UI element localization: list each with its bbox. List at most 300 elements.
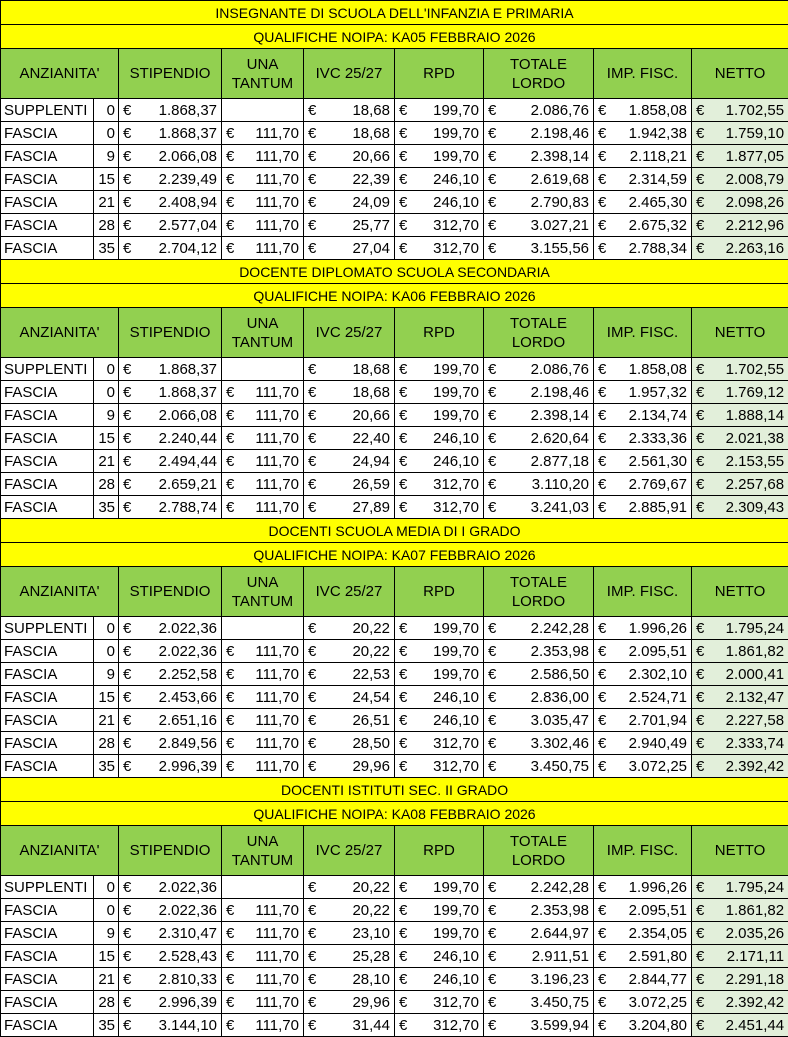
- currency-symbol: €: [598, 499, 606, 516]
- column-header-row: [1, 308, 788, 358]
- amount-value: 2.644,97: [531, 925, 589, 942]
- currency-symbol: €: [488, 971, 496, 988]
- stipendio-cell: [119, 99, 222, 122]
- table-row: [1, 145, 788, 168]
- amount-value: 2.788,74: [159, 499, 217, 516]
- row-label: SUPPLENTI: [1, 358, 94, 381]
- row-years: 28: [94, 214, 119, 237]
- amount-value: 312,70: [433, 994, 479, 1011]
- netto-cell: [692, 237, 788, 260]
- row-years: 21: [94, 450, 119, 473]
- totale-lordo-cell: [484, 122, 594, 145]
- row-label: FASCIA: [1, 404, 94, 427]
- una-tantum-cell: [222, 237, 304, 260]
- currency-symbol: €: [598, 171, 606, 188]
- amount-value: 25,28: [352, 948, 390, 965]
- currency-symbol: €: [598, 194, 606, 211]
- currency-symbol: €: [308, 217, 316, 234]
- amount-value: 2.242,28: [531, 620, 589, 637]
- row-label: FASCIA: [1, 755, 94, 778]
- amount-value: 28,50: [352, 735, 390, 752]
- amount-value: 2.940,49: [629, 735, 687, 752]
- amount-value: 3.144,10: [159, 1017, 217, 1034]
- amount-value: 312,70: [433, 476, 479, 493]
- amount-value: 199,70: [433, 643, 479, 660]
- amount-value: 2.911,51: [532, 948, 589, 965]
- currency-symbol: €: [399, 620, 407, 637]
- header-anzianita: ANZIANITA': [1, 567, 119, 617]
- currency-symbol: €: [488, 666, 496, 683]
- amount-value: 29,96: [352, 758, 390, 775]
- currency-symbol: €: [488, 430, 496, 447]
- amount-value: 1.996,26: [629, 620, 687, 637]
- amount-value: 2.885,91: [629, 499, 687, 516]
- currency-symbol: €: [123, 194, 131, 211]
- amount-value: 199,70: [433, 102, 479, 119]
- amount-value: 24,94: [352, 453, 390, 470]
- currency-symbol: €: [598, 453, 606, 470]
- section-title: INSEGNANTE DI SCUOLA DELL'INFANZIA E PRIMARIA: [1, 1, 788, 25]
- section-subtitle: QUALIFICHE NOIPA: KA07 FEBBRAIO 2026: [1, 543, 788, 567]
- ivc-cell: [304, 473, 395, 496]
- una-tantum-cell: [222, 358, 304, 381]
- amount-value: 2.212,96: [726, 217, 784, 234]
- stipendio-cell: [119, 427, 222, 450]
- currency-symbol: €: [696, 994, 704, 1011]
- currency-symbol: €: [226, 712, 234, 729]
- amount-value: 1.868,37: [159, 361, 217, 378]
- totale-lordo-cell: [484, 617, 594, 640]
- amount-value: 2.524,71: [629, 689, 687, 706]
- amount-value: 18,68: [352, 384, 390, 401]
- imp-fisc-cell: [594, 450, 692, 473]
- section-title: DOCENTI SCUOLA MEDIA DI I GRADO: [1, 519, 788, 543]
- amount-value: 2.701,94: [629, 712, 687, 729]
- amount-value: 1.795,24: [726, 879, 784, 896]
- amount-value: 3.110,20: [532, 476, 589, 493]
- currency-symbol: €: [488, 194, 496, 211]
- currency-symbol: €: [308, 712, 316, 729]
- section-subtitle: QUALIFICHE NOIPA: KA05 FEBBRAIO 2026: [1, 25, 788, 49]
- currency-symbol: €: [226, 148, 234, 165]
- amount-value: 246,10: [433, 712, 479, 729]
- column-header-row: [1, 49, 788, 99]
- currency-symbol: €: [308, 453, 316, 470]
- stipendio-cell: [119, 922, 222, 945]
- totale-lordo-cell: [484, 145, 594, 168]
- amount-value: 2.451,44: [726, 1017, 784, 1034]
- imp-fisc-cell: [594, 381, 692, 404]
- amount-value: 2.095,51: [629, 902, 687, 919]
- currency-symbol: €: [696, 217, 704, 234]
- rpd-cell: [395, 473, 484, 496]
- row-label: FASCIA: [1, 473, 94, 496]
- amount-value: 31,44: [352, 1017, 390, 1034]
- header-rpd: RPD: [395, 826, 484, 876]
- amount-value: 27,89: [352, 499, 390, 516]
- row-years: 21: [94, 191, 119, 214]
- netto-cell: [692, 732, 788, 755]
- totale-lordo-cell: [484, 732, 594, 755]
- rpd-cell: [395, 427, 484, 450]
- ivc-cell: [304, 145, 395, 168]
- header-totale-lordo: TOTALE LORDO: [484, 49, 594, 99]
- amount-value: 2.354,05: [629, 925, 687, 942]
- amount-value: 18,68: [352, 361, 390, 378]
- currency-symbol: €: [696, 620, 704, 637]
- amount-value: 28,10: [352, 971, 390, 988]
- table-row: [1, 732, 788, 755]
- amount-value: 2.591,80: [629, 948, 687, 965]
- imp-fisc-cell: [594, 686, 692, 709]
- una-tantum-cell: [222, 214, 304, 237]
- currency-symbol: €: [308, 620, 316, 637]
- amount-value: 246,10: [433, 689, 479, 706]
- currency-symbol: €: [696, 499, 704, 516]
- stipendio-cell: [119, 732, 222, 755]
- amount-value: 2.066,08: [159, 148, 217, 165]
- amount-value: 1.858,08: [629, 361, 687, 378]
- currency-symbol: €: [598, 384, 606, 401]
- row-years: 35: [94, 496, 119, 519]
- ivc-cell: [304, 237, 395, 260]
- totale-lordo-cell: [484, 237, 594, 260]
- currency-symbol: €: [399, 171, 407, 188]
- una-tantum-cell: [222, 945, 304, 968]
- amount-value: 1.868,37: [159, 125, 217, 142]
- amount-value: 246,10: [433, 971, 479, 988]
- netto-cell: [692, 709, 788, 732]
- table-row: [1, 237, 788, 260]
- amount-value: 2.227,58: [726, 712, 784, 729]
- rpd-cell: [395, 450, 484, 473]
- ivc-cell: [304, 450, 395, 473]
- currency-symbol: €: [488, 407, 496, 424]
- amount-value: 2.198,46: [531, 384, 589, 401]
- currency-symbol: €: [696, 879, 704, 896]
- una-tantum-cell: [222, 381, 304, 404]
- currency-symbol: €: [598, 430, 606, 447]
- imp-fisc-cell: [594, 732, 692, 755]
- una-tantum-cell: [222, 168, 304, 191]
- header-netto: NETTO: [692, 826, 788, 876]
- row-years: 21: [94, 968, 119, 991]
- amount-value: 2.000,41: [726, 666, 784, 683]
- amount-value: 2.398,14: [531, 407, 589, 424]
- currency-symbol: €: [696, 240, 704, 257]
- currency-symbol: €: [488, 620, 496, 637]
- section-title: DOCENTE DIPLOMATO SCUOLA SECONDARIA: [1, 260, 788, 284]
- table-row: [1, 99, 788, 122]
- row-label: FASCIA: [1, 663, 94, 686]
- rpd-cell: [395, 876, 484, 899]
- amount-value: 2.561,30: [629, 453, 687, 470]
- table-row: [1, 122, 788, 145]
- amount-value: 3.027,21: [531, 217, 589, 234]
- amount-value: 26,59: [352, 476, 390, 493]
- imp-fisc-cell: [594, 968, 692, 991]
- header-ivc: IVC 25/27: [304, 826, 395, 876]
- currency-symbol: €: [488, 476, 496, 493]
- amount-value: 1.795,24: [726, 620, 784, 637]
- currency-symbol: €: [123, 971, 131, 988]
- ivc-cell: [304, 191, 395, 214]
- amount-value: 1.957,32: [629, 384, 687, 401]
- imp-fisc-cell: [594, 922, 692, 945]
- amount-value: 3.072,25: [629, 994, 687, 1011]
- table-row: [1, 214, 788, 237]
- currency-symbol: €: [226, 240, 234, 257]
- header-anzianita: ANZIANITA': [1, 308, 119, 358]
- netto-cell: [692, 755, 788, 778]
- currency-symbol: €: [399, 217, 407, 234]
- stipendio-cell: [119, 755, 222, 778]
- currency-symbol: €: [308, 499, 316, 516]
- una-tantum-cell: [222, 473, 304, 496]
- table-row: [1, 899, 788, 922]
- amount-value: 24,54: [352, 689, 390, 706]
- rpd-cell: [395, 709, 484, 732]
- currency-symbol: €: [226, 453, 234, 470]
- currency-symbol: €: [226, 125, 234, 142]
- header-rpd: RPD: [395, 49, 484, 99]
- currency-symbol: €: [226, 217, 234, 234]
- currency-symbol: €: [123, 758, 131, 775]
- row-years: 28: [94, 732, 119, 755]
- ivc-cell: [304, 663, 395, 686]
- ivc-cell: [304, 496, 395, 519]
- currency-symbol: €: [226, 1017, 234, 1034]
- netto-cell: [692, 99, 788, 122]
- ivc-cell: [304, 922, 395, 945]
- ivc-cell: [304, 876, 395, 899]
- section-title: DOCENTI ISTITUTI SEC. II GRADO: [1, 778, 788, 802]
- amount-value: 111,70: [255, 902, 299, 919]
- amount-value: 22,40: [352, 430, 390, 447]
- ivc-cell: [304, 99, 395, 122]
- una-tantum-cell: [222, 899, 304, 922]
- una-tantum-cell: [222, 99, 304, 122]
- amount-value: 3.072,25: [629, 758, 687, 775]
- imp-fisc-cell: [594, 427, 692, 450]
- rpd-cell: [395, 237, 484, 260]
- currency-symbol: €: [488, 994, 496, 1011]
- currency-symbol: €: [488, 217, 496, 234]
- currency-symbol: €: [488, 148, 496, 165]
- row-label: SUPPLENTI: [1, 876, 94, 899]
- ivc-cell: [304, 991, 395, 1014]
- amount-value: 199,70: [433, 125, 479, 142]
- currency-symbol: €: [399, 643, 407, 660]
- header-una-tantum: UNA TANTUM: [222, 308, 304, 358]
- currency-symbol: €: [308, 643, 316, 660]
- ivc-cell: [304, 1014, 395, 1037]
- currency-symbol: €: [226, 430, 234, 447]
- totale-lordo-cell: [484, 755, 594, 778]
- currency-symbol: €: [598, 879, 606, 896]
- row-years: 0: [94, 358, 119, 381]
- netto-cell: [692, 991, 788, 1014]
- amount-value: 24,09: [352, 194, 390, 211]
- amount-value: 3.204,80: [629, 1017, 687, 1034]
- row-label: FASCIA: [1, 237, 94, 260]
- currency-symbol: €: [399, 102, 407, 119]
- imp-fisc-cell: [594, 1014, 692, 1037]
- row-years: 0: [94, 899, 119, 922]
- netto-cell: [692, 1014, 788, 1037]
- totale-lordo-cell: [484, 991, 594, 1014]
- amount-value: 2.408,94: [159, 194, 217, 211]
- section-subtitle-row: [1, 284, 788, 308]
- currency-symbol: €: [598, 689, 606, 706]
- netto-cell: [692, 922, 788, 945]
- currency-symbol: €: [399, 735, 407, 752]
- currency-symbol: €: [696, 902, 704, 919]
- currency-symbol: €: [696, 171, 704, 188]
- row-years: 28: [94, 473, 119, 496]
- currency-symbol: €: [123, 476, 131, 493]
- currency-symbol: €: [123, 1017, 131, 1034]
- netto-cell: [692, 473, 788, 496]
- amount-value: 2.790,83: [531, 194, 589, 211]
- currency-symbol: €: [598, 240, 606, 257]
- currency-symbol: €: [123, 407, 131, 424]
- netto-cell: [692, 404, 788, 427]
- currency-symbol: €: [488, 361, 496, 378]
- rpd-cell: [395, 640, 484, 663]
- currency-symbol: €: [226, 925, 234, 942]
- currency-symbol: €: [488, 125, 496, 142]
- currency-symbol: €: [399, 430, 407, 447]
- amount-value: 199,70: [433, 148, 479, 165]
- row-label: FASCIA: [1, 732, 94, 755]
- netto-cell: [692, 899, 788, 922]
- currency-symbol: €: [598, 125, 606, 142]
- amount-value: 111,70: [255, 735, 299, 752]
- currency-symbol: €: [696, 453, 704, 470]
- netto-cell: [692, 358, 788, 381]
- rpd-cell: [395, 991, 484, 1014]
- currency-symbol: €: [123, 148, 131, 165]
- section-title-row: [1, 260, 788, 284]
- currency-symbol: €: [226, 194, 234, 211]
- header-ivc: IVC 25/27: [304, 308, 395, 358]
- currency-symbol: €: [123, 620, 131, 637]
- amount-value: 3.155,56: [531, 240, 589, 257]
- currency-symbol: €: [226, 689, 234, 706]
- totale-lordo-cell: [484, 899, 594, 922]
- currency-symbol: €: [123, 217, 131, 234]
- currency-symbol: €: [598, 361, 606, 378]
- currency-symbol: €: [696, 925, 704, 942]
- currency-symbol: €: [123, 643, 131, 660]
- currency-symbol: €: [488, 102, 496, 119]
- amount-value: 2.095,51: [629, 643, 687, 660]
- ivc-cell: [304, 404, 395, 427]
- ivc-cell: [304, 686, 395, 709]
- currency-symbol: €: [399, 240, 407, 257]
- currency-symbol: €: [123, 735, 131, 752]
- currency-symbol: €: [123, 879, 131, 896]
- totale-lordo-cell: [484, 876, 594, 899]
- amount-value: 2.392,42: [726, 994, 784, 1011]
- amount-value: 3.302,46: [531, 735, 589, 752]
- amount-value: 111,70: [255, 430, 299, 447]
- una-tantum-cell: [222, 755, 304, 778]
- currency-symbol: €: [598, 971, 606, 988]
- rpd-cell: [395, 732, 484, 755]
- currency-symbol: €: [696, 148, 704, 165]
- amount-value: 25,77: [352, 217, 390, 234]
- table-row: [1, 473, 788, 496]
- row-label: FASCIA: [1, 214, 94, 237]
- header-imp-fisc: IMP. FISC.: [594, 308, 692, 358]
- header-stipendio: STIPENDIO: [119, 826, 222, 876]
- currency-symbol: €: [308, 476, 316, 493]
- currency-symbol: €: [488, 643, 496, 660]
- amount-value: 22,39: [352, 171, 390, 188]
- stipendio-cell: [119, 663, 222, 686]
- currency-symbol: €: [598, 712, 606, 729]
- currency-symbol: €: [696, 758, 704, 775]
- currency-symbol: €: [399, 971, 407, 988]
- netto-cell: [692, 945, 788, 968]
- currency-symbol: €: [399, 407, 407, 424]
- imp-fisc-cell: [594, 404, 692, 427]
- una-tantum-cell: [222, 617, 304, 640]
- currency-symbol: €: [696, 361, 704, 378]
- amount-value: 199,70: [433, 879, 479, 896]
- currency-symbol: €: [598, 994, 606, 1011]
- section-title-row: [1, 778, 788, 802]
- row-label: FASCIA: [1, 191, 94, 214]
- amount-value: 2.239,49: [159, 171, 217, 188]
- currency-symbol: €: [308, 948, 316, 965]
- totale-lordo-cell: [484, 168, 594, 191]
- header-rpd: RPD: [395, 308, 484, 358]
- currency-symbol: €: [488, 453, 496, 470]
- row-label: FASCIA: [1, 991, 94, 1014]
- section-subtitle: QUALIFICHE NOIPA: KA06 FEBBRAIO 2026: [1, 284, 788, 308]
- amount-value: 2.528,43: [159, 948, 217, 965]
- currency-symbol: €: [598, 102, 606, 119]
- currency-symbol: €: [123, 384, 131, 401]
- header-una-tantum: UNA TANTUM: [222, 49, 304, 99]
- amount-value: 246,10: [433, 453, 479, 470]
- netto-cell: [692, 663, 788, 686]
- amount-value: 111,70: [255, 171, 299, 188]
- amount-value: 1.996,26: [629, 879, 687, 896]
- totale-lordo-cell: [484, 663, 594, 686]
- ivc-cell: [304, 358, 395, 381]
- amount-value: 2.333,74: [726, 735, 784, 752]
- table-row: [1, 876, 788, 899]
- totale-lordo-cell: [484, 686, 594, 709]
- amount-value: 2.675,32: [629, 217, 687, 234]
- table-row: [1, 968, 788, 991]
- currency-symbol: €: [226, 948, 234, 965]
- currency-symbol: €: [123, 240, 131, 257]
- header-stipendio: STIPENDIO: [119, 567, 222, 617]
- table-row: [1, 404, 788, 427]
- amount-value: 111,70: [255, 148, 299, 165]
- amount-value: 27,04: [352, 240, 390, 257]
- currency-symbol: €: [598, 735, 606, 752]
- currency-symbol: €: [598, 620, 606, 637]
- currency-symbol: €: [226, 971, 234, 988]
- amount-value: 2.353,98: [531, 643, 589, 660]
- amount-value: 2.022,36: [159, 643, 217, 660]
